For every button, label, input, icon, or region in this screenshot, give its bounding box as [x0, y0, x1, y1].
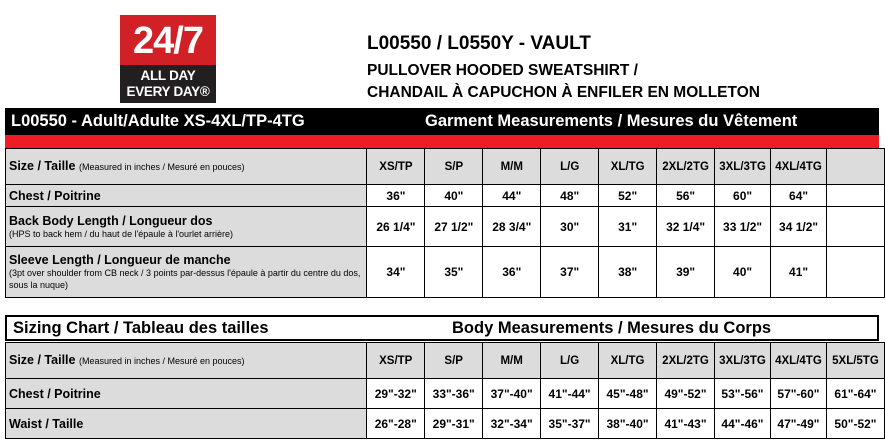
table-row — [6, 207, 885, 247]
measurement-cell: 38" — [599, 247, 657, 298]
measurement-cell: 30" — [541, 207, 599, 247]
garment-measurements-table — [5, 148, 885, 298]
size-header-row — [6, 343, 885, 379]
measurement-cell: 40" — [715, 247, 771, 298]
measurement-cell: 37" — [541, 247, 599, 298]
measurement-cell — [827, 207, 885, 247]
measurement-cell: 31" — [599, 207, 657, 247]
measurement-cell: 40" — [425, 185, 483, 207]
size-heading: XS/TP — [367, 343, 425, 379]
measurement-cell: 36" — [483, 247, 541, 298]
measurement-cell: 57"-60" — [770, 379, 826, 409]
measurement-cell: 34 1/2" — [771, 207, 827, 247]
measurement-cell: 26 1/4" — [367, 207, 425, 247]
garment-left-title: L00550 - Adult/Adulte XS-4XL/TP-4TG — [11, 112, 305, 130]
size-label: Size / Taille — [9, 159, 76, 173]
logo-tagline — [120, 65, 216, 103]
product-desc-en: PULLOVER HOODED SWEATSHIRT / — [367, 62, 638, 79]
logo-line-2: EVERY DAY® — [126, 84, 210, 99]
measurement-cell: 29"-31" — [425, 409, 483, 439]
body-header-bar — [5, 315, 879, 341]
row-sublabel: (HPS to back hem / du haut de l'épaule à l'ourlet arrière) — [9, 228, 234, 239]
measurement-cell: 44"-46" — [714, 409, 770, 439]
size-heading: XL/TG — [599, 343, 657, 379]
measurement-cell: 37"-40" — [483, 379, 541, 409]
measurement-cell: 39" — [657, 247, 715, 298]
size-heading: XS/TP — [367, 149, 425, 185]
size-heading: 5XL/5TG — [826, 343, 884, 379]
measurement-cell: 61"-64" — [826, 379, 884, 409]
logo-24-7: 24/7 — [120, 15, 216, 65]
row-sublabel: (3pt over shoulder from CB neck / 3 points par-dessus l'épaule à partir du centre du dos, sous la nuque) — [9, 268, 361, 290]
product-desc-fr: CHANDAIL À CAPUCHON À ENFILER EN MOLLETON — [367, 84, 760, 101]
measurement-cell: 48" — [541, 185, 599, 207]
measurement-cell: 32 1/4" — [657, 207, 715, 247]
row-label: Chest / Poitrine — [9, 386, 101, 401]
measurement-cell: 36" — [367, 185, 425, 207]
size-note: (Measured in inches / Mesuré en pouces) — [78, 356, 245, 366]
measurement-cell: 60" — [715, 185, 771, 207]
measurement-cell — [827, 247, 885, 298]
row-label: Back Body Length / Longueur dos — [9, 213, 213, 228]
size-heading: 3XL/3TG — [715, 149, 771, 185]
table-row — [6, 185, 885, 207]
product-code: L00550 / L0550Y - VAULT — [367, 33, 591, 54]
measurement-cell: 35"-37" — [541, 409, 599, 439]
measurement-cell — [827, 185, 885, 207]
garment-right-title: Garment Measurements / Mesures du Vêtement — [425, 112, 798, 130]
size-heading — [827, 149, 885, 185]
row-label-cell — [6, 185, 367, 207]
row-label-cell — [6, 379, 367, 409]
row-label: Sleeve Length / Longueur de manche — [9, 253, 231, 267]
red-divider — [5, 135, 879, 148]
measurement-cell: 56" — [657, 185, 715, 207]
size-heading: XL/TG — [599, 149, 657, 185]
measurement-cell: 38"-40" — [599, 409, 657, 439]
size-heading: 4XL/4TG — [771, 149, 827, 185]
measurement-cell: 50"-52" — [826, 409, 884, 439]
measurement-cell: 47"-49" — [770, 409, 826, 439]
size-heading: 4XL/4TG — [770, 343, 826, 379]
logo-line-1: ALL DAY — [140, 68, 196, 83]
size-note: (Measured in inches / Mesuré en pouces) — [78, 162, 245, 172]
size-heading: L/G — [541, 149, 599, 185]
measurement-cell: 33"-36" — [425, 379, 483, 409]
size-heading: L/G — [541, 343, 599, 379]
body-left-title: Sizing Chart / Tableau des tailles — [13, 319, 269, 337]
measurement-cell: 41"-43" — [657, 409, 715, 439]
measurement-cell: 44" — [483, 185, 541, 207]
row-label-cell — [6, 207, 367, 247]
size-label: Size / Taille — [9, 353, 76, 367]
measurement-cell: 28 3/4" — [483, 207, 541, 247]
size-heading: S/P — [425, 149, 483, 185]
size-heading: 2XL/2TG — [657, 343, 715, 379]
size-label-cell — [6, 343, 367, 379]
table-row — [6, 379, 885, 409]
size-heading: S/P — [425, 343, 483, 379]
row-label-cell — [6, 409, 367, 439]
measurement-cell: 53"-56" — [714, 379, 770, 409]
measurement-cell: 32"-34" — [483, 409, 541, 439]
measurement-cell: 41" — [771, 247, 827, 298]
measurement-cell: 34" — [367, 247, 425, 298]
brand-logo — [120, 15, 216, 103]
garment-header-bar — [5, 108, 879, 135]
measurement-cell: 41"-44" — [541, 379, 599, 409]
size-heading: 3XL/3TG — [714, 343, 770, 379]
size-heading: 2XL/2TG — [657, 149, 715, 185]
body-right-title: Body Measurements / Mesures du Corps — [452, 319, 772, 337]
size-header-row — [6, 149, 885, 185]
measurement-cell: 52" — [599, 185, 657, 207]
measurement-cell: 33 1/2" — [715, 207, 771, 247]
row-label: Waist / Taille — [9, 416, 84, 431]
measurement-cell: 29"-32" — [367, 379, 425, 409]
measurement-cell: 27 1/2" — [425, 207, 483, 247]
measurement-cell: 64" — [771, 185, 827, 207]
measurement-cell: 45"-48" — [599, 379, 657, 409]
measurement-cell: 35" — [425, 247, 483, 298]
measurement-cell: 49"-52" — [657, 379, 715, 409]
table-row — [6, 409, 885, 439]
body-measurements-table — [5, 342, 885, 439]
table-row — [6, 247, 885, 298]
row-label-cell — [6, 247, 367, 298]
size-label-cell — [6, 149, 367, 185]
size-heading: M/M — [483, 343, 541, 379]
measurement-cell: 26"-28" — [367, 409, 425, 439]
size-heading: M/M — [483, 149, 541, 185]
row-label: Chest / Poitrine — [9, 188, 101, 203]
